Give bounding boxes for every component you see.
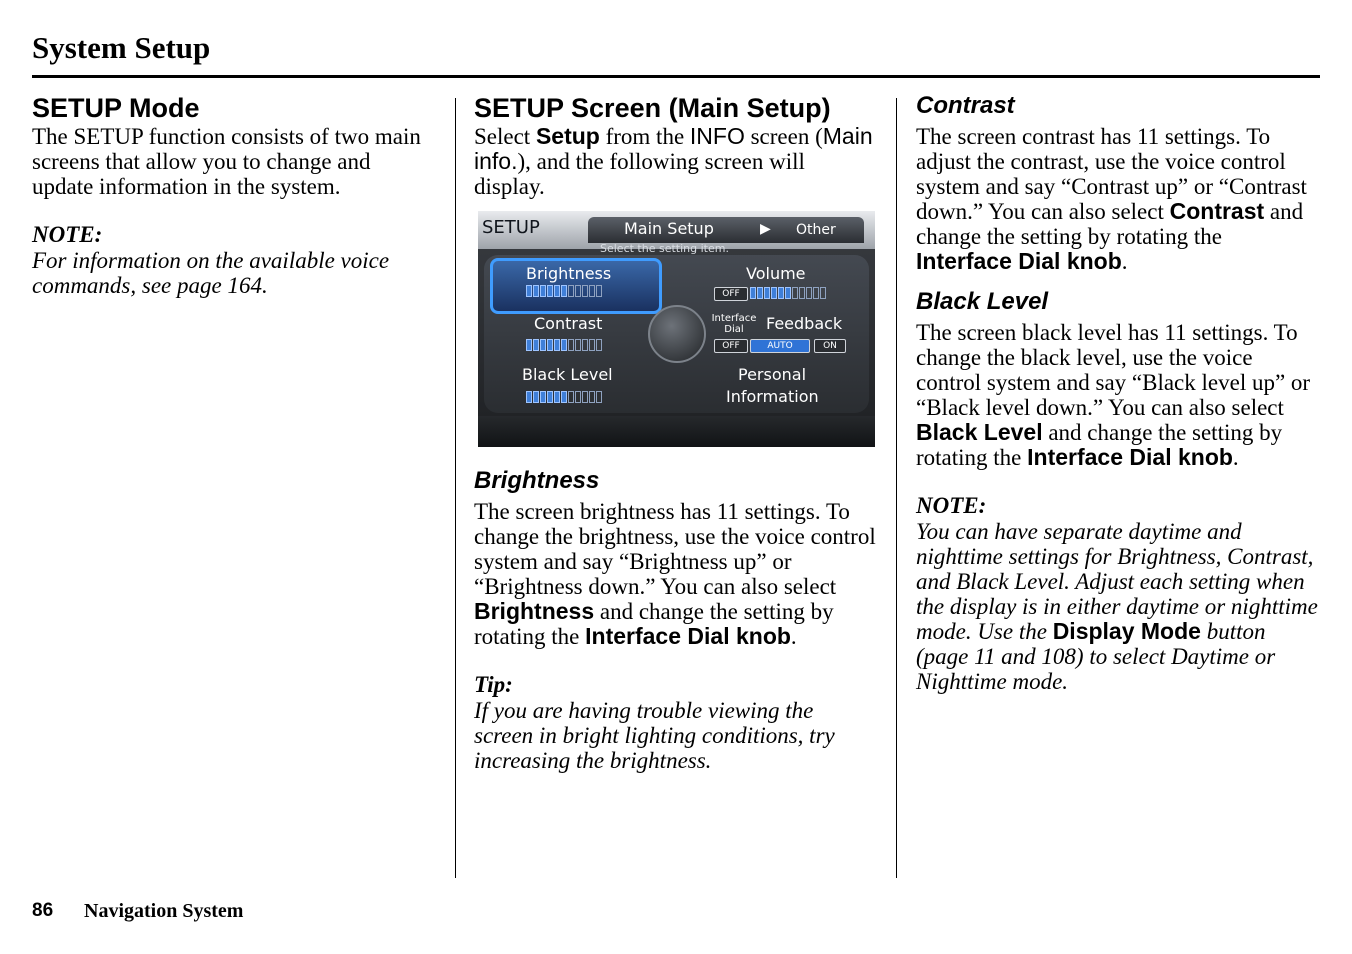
level-segment — [575, 285, 581, 297]
contrast-heading: Contrast — [916, 92, 1015, 119]
setup-screen-image — [478, 211, 875, 447]
level-segment — [568, 339, 574, 351]
level-segment — [554, 391, 560, 403]
contrast-body: The screen contrast has 11 settings. To adjust the contrast, use the voice control system and say “Contrast up” or “Contrast down.” You can also select Contrast and change the setting by rotating the Interface Dial knob. — [916, 124, 1307, 274]
note-label: NOTE: — [916, 493, 987, 518]
screen-hint: Select the setting item. — [600, 242, 729, 255]
level-segment — [582, 391, 588, 403]
feedback-label: Feedback — [766, 314, 843, 333]
level-segment — [757, 287, 763, 299]
level-segment — [554, 285, 560, 297]
level-segment — [526, 285, 532, 297]
black-level-body: The screen black level has 11 settings. To change the black level, use the voice control system and say “Black level up” or “Black level down.” You can also select Black Level and change the setting by rotating the Interface Dial knob. — [916, 320, 1311, 470]
brightness-heading: Brightness — [474, 467, 600, 494]
level-segment — [813, 287, 819, 299]
level-segment — [778, 287, 784, 299]
level-segment — [547, 339, 553, 351]
contrast-level-bar — [526, 339, 602, 351]
brightness-level-bar — [526, 285, 602, 297]
level-segment — [589, 391, 595, 403]
level-segment — [596, 391, 602, 403]
screen-bottom-bar — [478, 416, 875, 447]
level-segment — [561, 391, 567, 403]
title-rule — [32, 75, 1320, 78]
level-segment — [589, 285, 595, 297]
level-segment — [820, 287, 826, 299]
level-segment — [568, 391, 574, 403]
personal-label: Personal — [738, 365, 807, 384]
tip-label: Tip: — [474, 672, 513, 697]
column-middle — [474, 92, 878, 773]
setup-screen-heading: SETUP Screen (Main Setup) — [474, 93, 831, 123]
level-segment — [589, 339, 595, 351]
level-segment — [792, 287, 798, 299]
information-label: Information — [726, 387, 819, 406]
volume-off-button: OFF — [714, 287, 748, 301]
tab-other: Other — [796, 222, 836, 238]
level-segment — [533, 391, 539, 403]
black-level-heading: Black Level — [916, 288, 1049, 315]
level-segment — [806, 287, 812, 299]
level-segment — [596, 339, 602, 351]
footer-section: Navigation System — [84, 900, 244, 922]
interface-dial-knob-icon — [648, 305, 706, 363]
tab-main-setup: Main Setup — [624, 219, 714, 238]
column-divider — [455, 98, 456, 878]
volume-level-bar — [750, 287, 826, 299]
column-left — [32, 92, 437, 298]
feedback-off-button: OFF — [714, 339, 748, 353]
level-segment — [547, 285, 553, 297]
level-segment — [533, 285, 539, 297]
play-arrow-icon: ▶ — [760, 221, 771, 237]
feedback-auto-button: AUTO — [750, 339, 810, 353]
level-segment — [582, 339, 588, 351]
page-number: 86 — [32, 900, 54, 921]
level-segment — [540, 339, 546, 351]
feedback-on-button: ON — [814, 339, 846, 353]
black-level-bar — [526, 391, 602, 403]
note-label: NOTE: — [32, 222, 103, 247]
level-segment — [540, 285, 546, 297]
level-segment — [799, 287, 805, 299]
level-segment — [750, 287, 756, 299]
page-title: System Setup — [32, 30, 211, 65]
brightness-body: The screen brightness has 11 settings. To change the brightness, use the voice control system and say “Brightness up” or “Brightness down.” You can also select Brightness and change the setting by rotating the Interface Dial knob. — [474, 499, 876, 649]
level-segment — [575, 391, 581, 403]
level-segment — [785, 287, 791, 299]
level-segment — [561, 285, 567, 297]
volume-label: Volume — [746, 264, 806, 283]
brightness-label: Brightness — [526, 264, 612, 283]
level-segment — [764, 287, 770, 299]
column-right — [916, 92, 1320, 694]
level-segment — [575, 339, 581, 351]
level-segment — [771, 287, 777, 299]
contrast-label: Contrast — [534, 314, 603, 333]
column-divider — [896, 98, 897, 878]
level-segment — [547, 391, 553, 403]
screen-title: SETUP — [482, 217, 540, 238]
level-segment — [582, 285, 588, 297]
black-level-label: Black Level — [522, 365, 613, 384]
level-segment — [540, 391, 546, 403]
level-segment — [533, 339, 539, 351]
tip-text: If you are having trouble viewing the screen in bright lighting conditions, try increasing the brightness. — [474, 698, 835, 773]
level-segment — [526, 339, 532, 351]
level-segment — [554, 339, 560, 351]
setup-mode-body: The SETUP function consists of two main screens that allow you to change and update information in the system. — [32, 124, 421, 199]
note-text: You can have separate daytime and nighttime settings for Brightness, Contrast, and Black Level. Adjust each setting when the display is in either daytime or nighttime mode. Use the Display Mode button (page 11 and 108) to select Daytime or Nighttime mode. — [916, 519, 1318, 694]
interface-dial-label: Interface Dial — [711, 313, 757, 335]
setup-screen-intro: Select Setup from the INFO screen (Main info.), and the following screen will display. — [474, 123, 873, 199]
level-segment — [526, 391, 532, 403]
level-segment — [561, 339, 567, 351]
level-segment — [596, 285, 602, 297]
note-text: For information on the available voice commands, see page 164. — [32, 248, 390, 298]
level-segment — [568, 285, 574, 297]
setup-mode-heading: SETUP Mode — [32, 93, 200, 123]
